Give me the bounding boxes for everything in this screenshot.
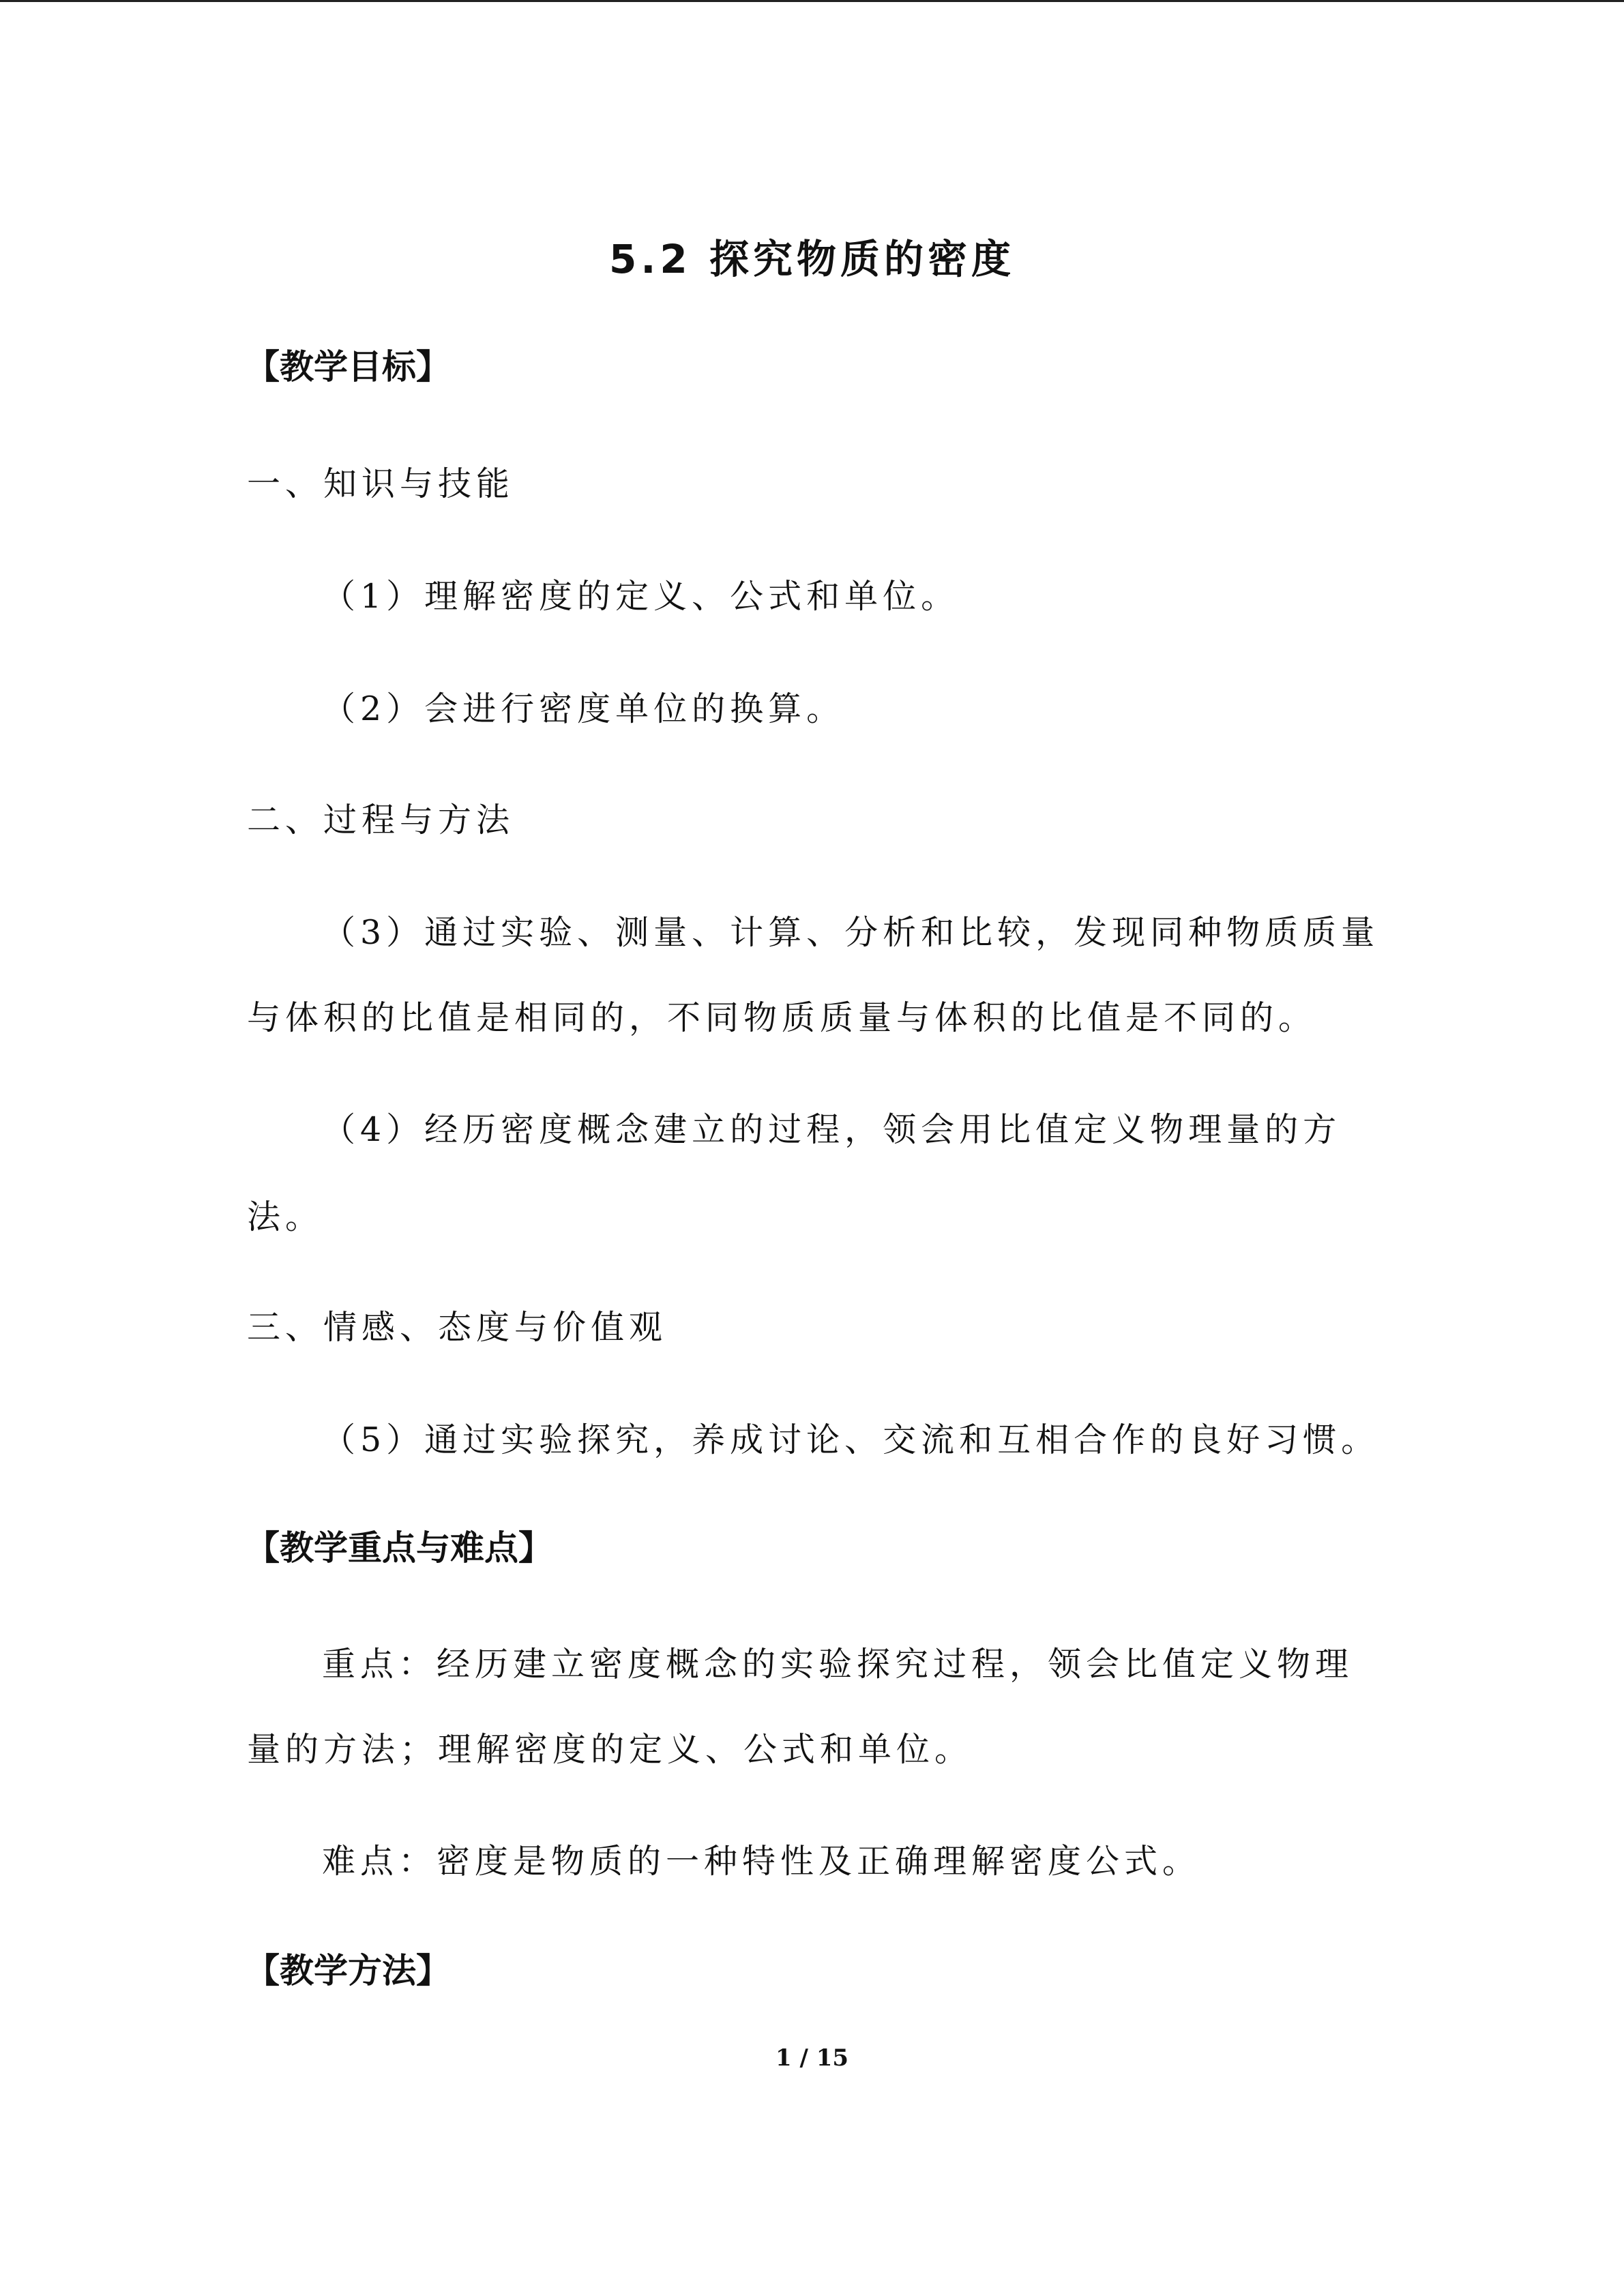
page-number: 1 / 15 xyxy=(775,2044,849,2072)
objective-item-3-line-1: （3）通过实验、测量、计算、分析和比较，发现同种物质质量 xyxy=(322,913,1380,952)
objective-item-5: （5）通过实验探究，养成讨论、交流和互相合作的良好习惯。 xyxy=(322,1420,1380,1459)
subsection-heading-process: 二、过程与方法 xyxy=(247,801,515,839)
objective-item-4-line-1: （4）经历密度概念建立的过程，领会用比值定义物理量的方 xyxy=(322,1110,1342,1149)
subsection-heading-knowledge: 一、知识与技能 xyxy=(247,464,515,503)
key-point-line-2: 量的方法；理解密度的定义、公式和单位。 xyxy=(247,1730,973,1769)
key-point-line-1: 重点：经历建立密度概念的实验探究过程，领会比值定义物理 xyxy=(322,1645,1354,1684)
page-top-border xyxy=(0,0,1624,2)
subsection-heading-attitude: 三、情感、态度与价值观 xyxy=(247,1308,668,1347)
document-title: 5.2 探究物质的密度 xyxy=(609,236,1015,282)
objective-item-1: （1）理解密度的定义、公式和单位。 xyxy=(322,577,960,616)
section-heading-objectives: 【教学目标】 xyxy=(246,347,450,387)
objective-item-4-line-2: 法。 xyxy=(247,1197,324,1236)
section-heading-key-points: 【教学重点与难点】 xyxy=(246,1528,552,1568)
difficulty-line: 难点：密度是物质的一种特性及正确理解密度公式。 xyxy=(322,1842,1201,1881)
objective-item-3-line-2: 与体积的比值是相同的，不同物质质量与体积的比值是不同的。 xyxy=(247,998,1317,1037)
section-heading-methods: 【教学方法】 xyxy=(246,1951,450,1991)
objective-item-2: （2）会进行密度单位的换算。 xyxy=(322,689,845,728)
